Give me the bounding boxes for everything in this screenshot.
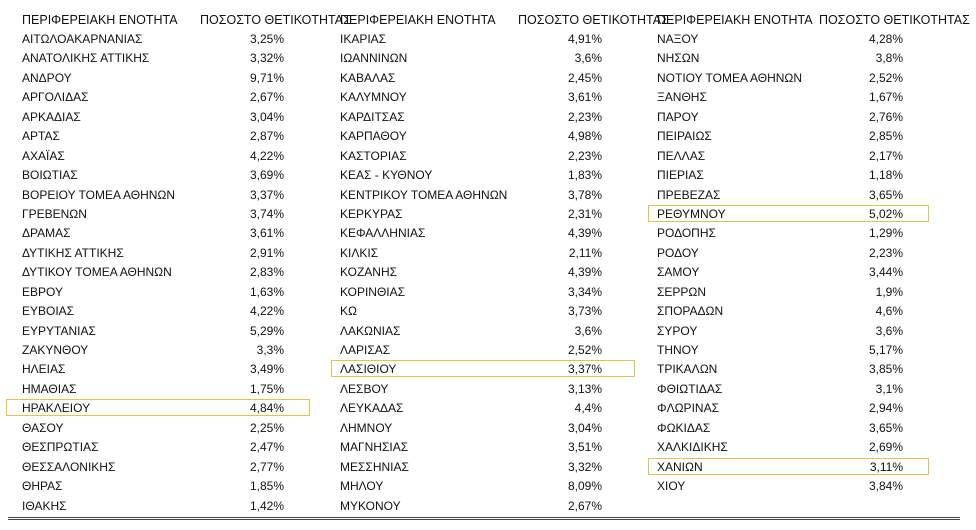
table-row — [657, 49, 957, 68]
column-header — [22, 10, 351, 30]
positivity-rate: 2,69% — [868, 440, 903, 455]
positivity-rate: 3,32% — [249, 51, 284, 66]
positivity-rate: 4,4% — [574, 401, 602, 416]
table-row — [22, 49, 310, 68]
table-bottom-border — [8, 517, 960, 520]
table-row — [340, 419, 636, 438]
table-row — [22, 147, 310, 166]
table-row — [657, 166, 957, 185]
region-name: ΑΝΔΡΟΥ — [22, 70, 72, 85]
region-name: ΦΩΚΙΔΑΣ — [657, 420, 711, 435]
table-row — [340, 186, 636, 205]
region-name: ΤΡΙΚΑΛΩΝ — [657, 362, 718, 377]
table-row — [657, 147, 957, 166]
region-name: ΚΑΒΑΛΑΣ — [340, 70, 396, 85]
region-name: ΧΙΟΥ — [657, 479, 686, 494]
highlight-box — [648, 458, 929, 475]
table-row — [657, 263, 957, 282]
region-name: ΗΜΑΘΙΑΣ — [22, 381, 77, 396]
region-name: ΗΡΑΚΛΕΙΟΥ — [22, 401, 91, 416]
table-row — [657, 438, 957, 457]
region-name: ΚΕΑΣ - ΚΥΘΝΟΥ — [340, 168, 433, 183]
region-name: ΛΗΜΝΟΥ — [340, 420, 393, 435]
region-name: ΚΙΛΚΙΣ — [340, 245, 379, 260]
table-row — [657, 458, 957, 477]
positivity-rate: 4,91% — [567, 32, 602, 46]
rate-header: ΠΟΣΟΣΤΟ ΘΕΤΙΚΟΤΗΤΑΣ — [200, 13, 351, 27]
region-name: ΣΥΡΟΥ — [657, 323, 698, 338]
region-name: ΜΗΛΟΥ — [340, 479, 384, 494]
positivity-rate: 2,94% — [868, 401, 903, 416]
region-name: ΡΟΔΟΥ — [657, 245, 699, 260]
positivity-rate: 1,75% — [249, 381, 284, 396]
positivity-rate: 3,84% — [868, 479, 903, 494]
positivity-rate: 2,17% — [868, 148, 903, 163]
table-row — [22, 166, 310, 185]
table-row — [657, 360, 957, 379]
region-name: ΠΙΕΡΙΑΣ — [657, 168, 704, 183]
positivity-rate: 3,11% — [869, 459, 903, 474]
table-rows — [22, 30, 310, 516]
region-header: ΠΕΡΙΦΕΡΕΙΑΚΗ ΕΝΟΤΗΤΑ — [22, 13, 178, 27]
table-row — [22, 88, 310, 107]
table-row — [340, 108, 636, 127]
column-header — [340, 10, 669, 30]
region-name: ΚΟΖΑΝΗΣ — [340, 265, 398, 280]
table-row — [22, 497, 310, 516]
table-row — [340, 166, 636, 185]
region-name: ΣΠΟΡΑΔΩΝ — [657, 304, 724, 319]
positivity-rate: 3,32% — [567, 459, 602, 474]
table-row — [22, 322, 310, 341]
positivity-rate: 1,18% — [868, 168, 903, 183]
positivity-rate: 2,31% — [567, 206, 602, 221]
positivity-rate: 2,76% — [868, 109, 903, 124]
region-name: ΙΚΑΡΙΑΣ — [340, 32, 387, 46]
positivity-rate: 3,85% — [868, 362, 903, 377]
table-row — [22, 419, 310, 438]
table-row — [22, 458, 310, 477]
region-name: ΠΡΕΒΕΖΑΣ — [657, 187, 721, 202]
table-row — [657, 380, 957, 399]
positivity-rate: 1,67% — [868, 90, 903, 105]
region-name: ΘΕΣΠΡΩΤΙΑΣ — [22, 440, 99, 455]
column-header — [657, 10, 970, 30]
region-name: ΦΘΙΩΤΙΔΑΣ — [657, 381, 723, 396]
positivity-rate: 2,23% — [567, 148, 602, 163]
region-name: ΔΥΤΙΚΗΣ ΑΤΤΙΚΗΣ — [22, 245, 124, 260]
positivity-rate: 2,23% — [868, 245, 903, 260]
table-row — [340, 263, 636, 282]
positivity-rate: 4,22% — [249, 304, 284, 319]
table-row — [657, 341, 957, 360]
positivity-rate: 2,11% — [568, 245, 602, 260]
region-name: ΚΕΦΑΛΛΗΝΙΑΣ — [340, 226, 426, 241]
region-name: ΔΥΤΙΚΟΥ ΤΟΜΕΑ ΑΘΗΝΩΝ — [22, 265, 172, 280]
table-row — [22, 127, 310, 146]
positivity-rate: 4,28% — [868, 32, 903, 46]
positivity-rate: 2,47% — [249, 440, 284, 455]
positivity-rate: 3,51% — [567, 440, 602, 455]
positivity-rate: 9,71% — [249, 70, 284, 85]
table-rows — [340, 30, 636, 516]
table-row — [657, 127, 957, 146]
positivity-rate: 2,23% — [567, 109, 602, 124]
positivity-rate: 1,85% — [249, 479, 284, 494]
region-name: ΔΡΑΜΑΣ — [22, 226, 71, 241]
positivity-rate: 3,61% — [567, 90, 602, 105]
region-name: ΣΕΡΡΩΝ — [657, 284, 707, 299]
positivity-rate: 4,98% — [567, 129, 602, 144]
positivity-rate: 3,8% — [875, 51, 903, 66]
positivity-rate: 3,6% — [574, 323, 602, 338]
positivity-rate: 2,67% — [249, 90, 284, 105]
region-name: ΧΑΛΚΙΔΙΚΗΣ — [657, 440, 728, 455]
region-name: ΠΑΡΟΥ — [657, 109, 699, 124]
positivity-rate: 3,25% — [249, 32, 284, 46]
positivity-rate: 1,42% — [249, 498, 284, 513]
positivity-rate: 3,34% — [567, 284, 602, 299]
table-row — [657, 186, 957, 205]
region-name: ΑΝΑΤΟΛΙΚΗΣ ΑΤΤΙΚΗΣ — [22, 51, 150, 66]
table-row — [340, 380, 636, 399]
positivity-rate: 2,85% — [868, 129, 903, 144]
positivity-rate: 3,3% — [256, 343, 284, 357]
positivity-rate: 2,52% — [868, 70, 903, 85]
table-row — [340, 69, 636, 88]
positivity-rate: 1,29% — [868, 226, 903, 241]
rate-header: ΠΟΣΟΣΤΟ ΘΕΤΙΚΟΤΗΤΑΣ — [819, 13, 970, 27]
positivity-rate: 3,69% — [249, 168, 284, 183]
region-name: ΝΑΞΟΥ — [657, 32, 699, 46]
table-row — [340, 244, 636, 263]
positivity-rate: 3,78% — [567, 187, 602, 202]
table-row — [657, 322, 957, 341]
positivity-rate: 2,77% — [249, 459, 284, 474]
region-name: ΛΑΚΩΝΙΑΣ — [340, 323, 401, 338]
region-name: ΘΕΣΣΑΛΟΝΙΚΗΣ — [22, 459, 116, 474]
table-row — [22, 399, 310, 418]
table-row — [22, 477, 310, 496]
positivity-rate: 3,74% — [249, 206, 284, 221]
region-name: ΒΟΙΩΤΙΑΣ — [22, 168, 78, 183]
positivity-rate: 1,83% — [567, 168, 602, 183]
table-row — [340, 497, 636, 516]
table-row — [22, 302, 310, 321]
positivity-rate: 2,45% — [567, 70, 602, 85]
region-name: ΚΑΡΔΙΤΣΑΣ — [340, 109, 405, 124]
positivity-rate: 8,09% — [567, 479, 602, 494]
table-row — [22, 205, 310, 224]
table-row — [340, 224, 636, 243]
positivity-rate: 3,37% — [567, 362, 602, 377]
region-name: ΛΕΥΚΑΔΑΣ — [340, 401, 404, 416]
positivity-rate: 3,49% — [249, 362, 284, 377]
table-row — [22, 341, 310, 360]
table-rows — [657, 30, 957, 497]
region-name: ΗΛΕΙΑΣ — [22, 362, 66, 377]
region-header: ΠΕΡΙΦΕΡΕΙΑΚΗ ΕΝΟΤΗΤΑ — [657, 13, 813, 27]
region-name: ΝΗΣΩΝ — [657, 51, 700, 66]
region-name: ΙΘΑΚΗΣ — [22, 498, 67, 513]
positivity-rate: 4,6% — [875, 304, 903, 319]
table-row — [22, 283, 310, 302]
region-name: ΖΑΚΥΝΘΟΥ — [22, 343, 89, 357]
region-name: ΛΑΣΙΘΙΟΥ — [340, 362, 397, 377]
table-row — [340, 341, 636, 360]
table-row — [657, 283, 957, 302]
region-name: ΑΡΚΑΔΙΑΣ — [22, 109, 81, 124]
table-row — [340, 438, 636, 457]
highlight-box — [6, 399, 310, 416]
positivity-rate: 3,04% — [249, 109, 284, 124]
table-row — [340, 458, 636, 477]
positivity-rate: 5,29% — [249, 323, 284, 338]
region-name: ΚΑΛΥΜΝΟΥ — [340, 90, 407, 105]
region-header: ΠΕΡΙΦΕΡΕΙΑΚΗ ΕΝΟΤΗΤΑ — [340, 13, 496, 27]
table-row — [340, 88, 636, 107]
region-name: ΞΑΝΘΗΣ — [657, 90, 707, 105]
table-row — [340, 360, 636, 379]
positivity-rate: 2,52% — [567, 343, 602, 357]
positivity-rate: 3,1% — [875, 381, 903, 396]
table-row — [22, 186, 310, 205]
region-name: ΑΙΤΩΛΟΑΚΑΡΝΑΝΙΑΣ — [22, 32, 143, 46]
positivity-rate: 2,25% — [249, 420, 284, 435]
region-name: ΕΥΒΟΙΑΣ — [22, 304, 75, 319]
region-name: ΝΟΤΙΟΥ ΤΟΜΕΑ ΑΘΗΝΩΝ — [657, 70, 803, 85]
region-name: ΡΟΔΟΠΗΣ — [657, 226, 716, 241]
positivity-rate: 5,17% — [868, 343, 903, 357]
table-row — [22, 108, 310, 127]
highlight-box — [648, 205, 929, 222]
positivity-rate: 3,6% — [875, 323, 903, 338]
table-row — [22, 380, 310, 399]
region-name: ΕΒΡΟΥ — [22, 284, 63, 299]
positivity-rate: 3,44% — [868, 265, 903, 280]
positivity-rate: 3,13% — [567, 381, 602, 396]
region-name: ΠΕΛΛΑΣ — [657, 148, 706, 163]
table-row — [340, 302, 636, 321]
positivity-rate: 3,73% — [567, 304, 602, 319]
region-name: ΣΑΜΟΥ — [657, 265, 700, 280]
table-row — [657, 108, 957, 127]
table-row — [340, 322, 636, 341]
positivity-rate: 3,65% — [868, 420, 903, 435]
region-name: ΦΛΩΡΙΝΑΣ — [657, 401, 719, 416]
region-name: ΑΡΤΑΣ — [22, 129, 60, 144]
table-row — [657, 399, 957, 418]
highlight-box — [331, 360, 635, 377]
table-row — [657, 69, 957, 88]
positivity-rate: 3,37% — [249, 187, 284, 202]
region-name: ΕΥΡΥΤΑΝΙΑΣ — [22, 323, 96, 338]
positivity-rate: 4,39% — [567, 265, 602, 280]
positivity-rate: 3,61% — [249, 226, 284, 241]
table-row — [657, 205, 957, 224]
region-name: ΙΩΑΝΝΙΝΩΝ — [340, 51, 408, 66]
positivity-rate: 1,9% — [875, 284, 903, 299]
table-column-2 — [340, 10, 669, 516]
region-name: ΑΡΓΟΛΙΔΑΣ — [22, 90, 89, 105]
table-row — [22, 224, 310, 243]
positivity-rate: 2,87% — [249, 129, 284, 144]
region-name: ΘΑΣΟΥ — [22, 420, 64, 435]
region-name: ΤΗΝΟΥ — [657, 343, 699, 357]
region-name: ΜΥΚΟΝΟΥ — [340, 498, 401, 513]
table-row — [22, 30, 310, 49]
region-name: ΘΗΡΑΣ — [22, 479, 63, 494]
positivity-rate: 3,6% — [574, 51, 602, 66]
region-name: ΒΟΡΕΙΟΥ ΤΟΜΕΑ ΑΘΗΝΩΝ — [22, 187, 176, 202]
region-name: ΚΩ — [340, 304, 357, 319]
table-row — [22, 438, 310, 457]
region-name: ΧΑΝΙΩΝ — [657, 459, 703, 474]
positivity-rate: 5,02% — [868, 206, 903, 221]
positivity-rate: 2,67% — [567, 498, 602, 513]
region-name: ΑΧΑΪΑΣ — [22, 148, 65, 163]
table-row — [340, 399, 636, 418]
table-row — [340, 147, 636, 166]
region-name: ΚΑΣΤΟΡΙΑΣ — [340, 148, 407, 163]
table-row — [657, 244, 957, 263]
table-row — [22, 244, 310, 263]
table-row — [340, 127, 636, 146]
table-row — [657, 30, 957, 49]
table-row — [340, 49, 636, 68]
region-name: ΚΑΡΠΑΘΟΥ — [340, 129, 407, 144]
region-name: ΛΕΣΒΟΥ — [340, 381, 389, 396]
positivity-rate: 2,91% — [249, 245, 284, 260]
positivity-rate: 1,63% — [249, 284, 284, 299]
table-row — [22, 263, 310, 282]
table-row — [657, 224, 957, 243]
table-row — [22, 69, 310, 88]
positivity-rate: 3,04% — [567, 420, 602, 435]
table-row — [657, 88, 957, 107]
region-name: ΜΑΓΝΗΣΙΑΣ — [340, 440, 409, 455]
table-column-3 — [657, 10, 970, 497]
positivity-rate: 3,65% — [868, 187, 903, 202]
table-row — [340, 477, 636, 496]
table-row — [657, 419, 957, 438]
table-row — [657, 302, 957, 321]
table-row — [22, 360, 310, 379]
region-name: ΚΕΡΚΥΡΑΣ — [340, 206, 403, 221]
region-name: ΡΕΘΥΜΝΟΥ — [657, 206, 726, 221]
region-name: ΛΑΡΙΣΑΣ — [340, 343, 391, 357]
region-name: ΜΕΣΣΗΝΙΑΣ — [340, 459, 409, 474]
positivity-rate: 4,84% — [249, 401, 284, 416]
region-name: ΓΡΕΒΕΝΩΝ — [22, 206, 87, 221]
region-name: ΚΟΡΙΝΘΙΑΣ — [340, 284, 406, 299]
table-row — [657, 477, 957, 496]
table-row — [340, 205, 636, 224]
region-name: ΚΕΝΤΡΙΚΟΥ ΤΟΜΕΑ ΑΘΗΝΩΝ — [340, 187, 508, 202]
positivity-rate: 4,22% — [249, 148, 284, 163]
positivity-rate: 2,83% — [249, 265, 284, 280]
table-row — [340, 283, 636, 302]
rate-header: ΠΟΣΟΣΤΟ ΘΕΤΙΚΟΤΗΤΑΣ — [518, 13, 669, 27]
region-name: ΠΕΙΡΑΙΩΣ — [657, 129, 712, 144]
table-row — [340, 30, 636, 49]
positivity-rate: 4,39% — [567, 226, 602, 241]
